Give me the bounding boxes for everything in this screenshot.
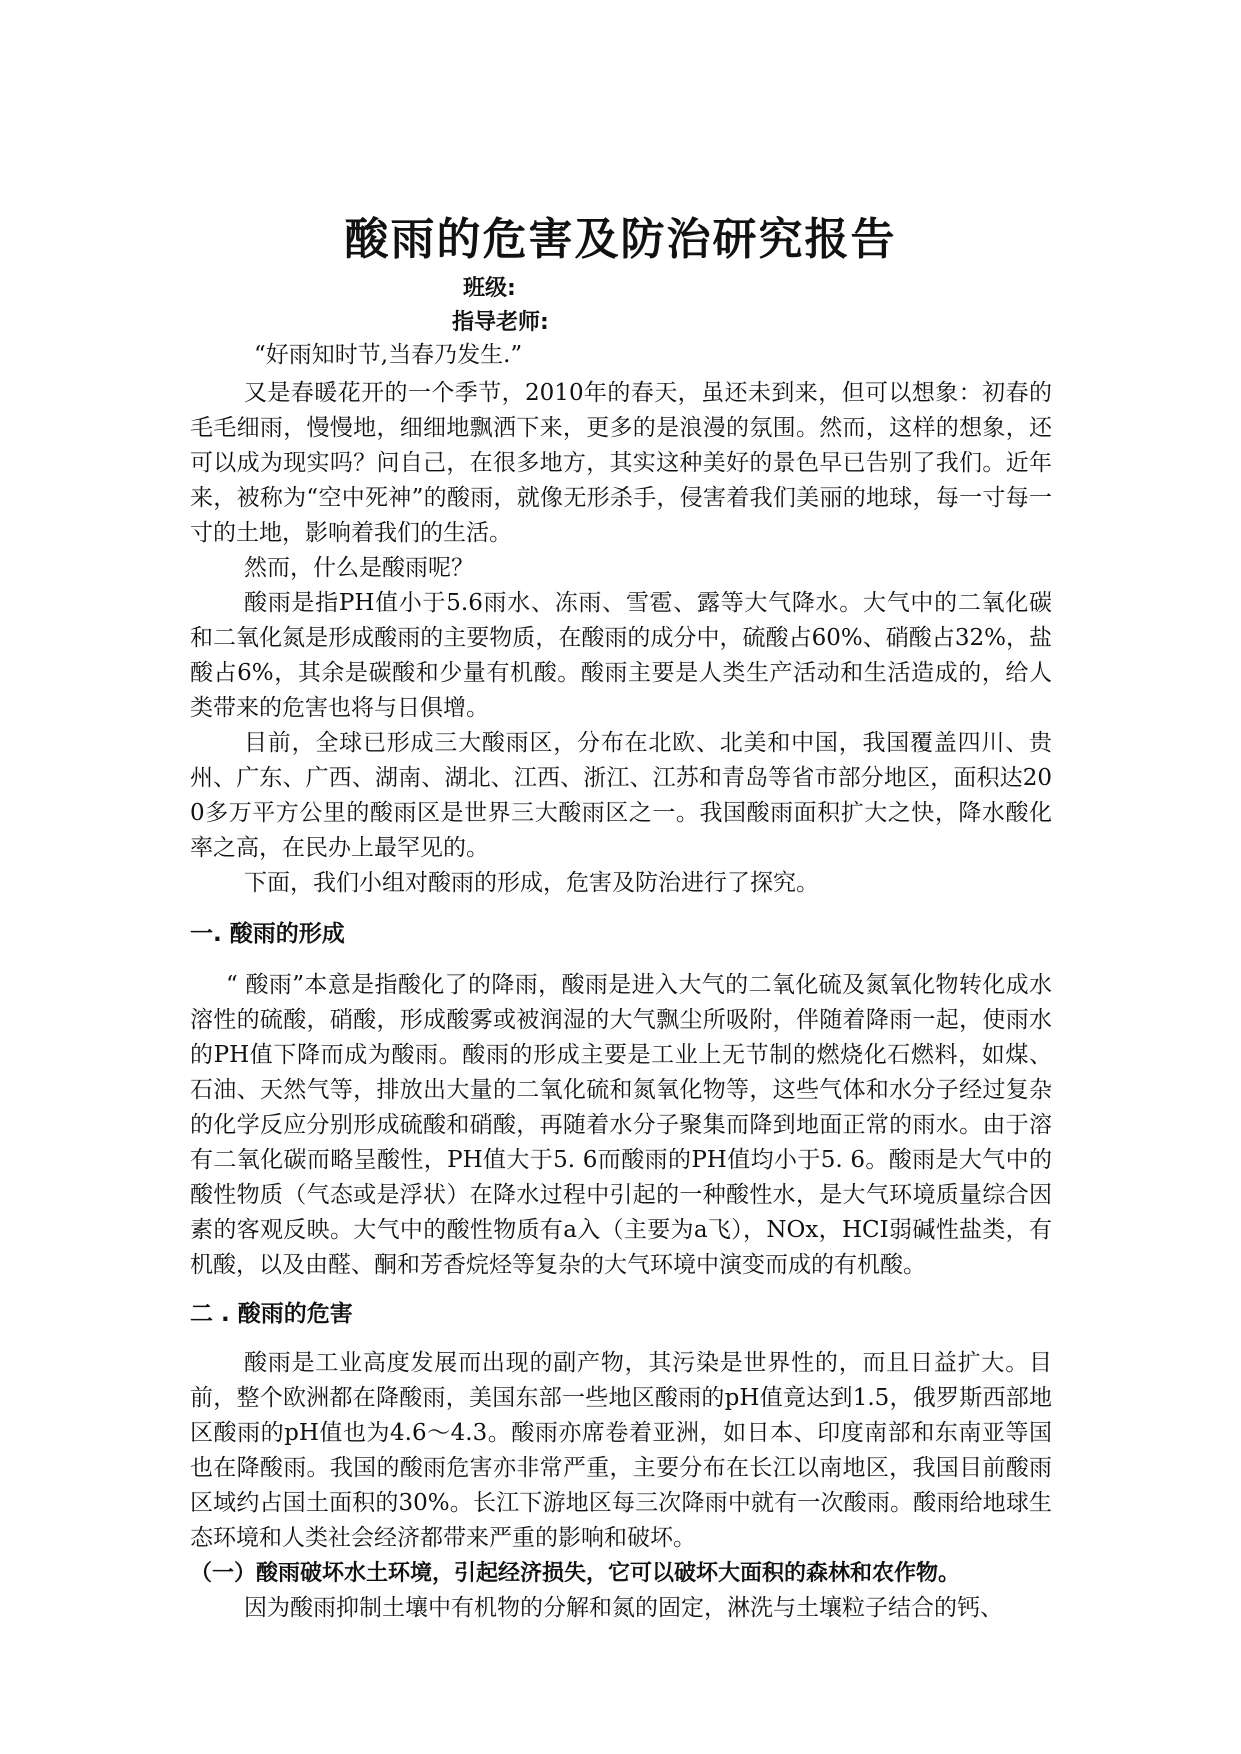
poem-quote: “好雨知时节,当春乃发生.” xyxy=(254,342,523,368)
intro-paragraph: 然而，什么是酸雨呢？ xyxy=(244,555,474,581)
intro-paragraph: 又是春暖花开的一个季节，2010年的春天，虽还未到来，但可以想象：初春的毛毛细雨，慢慢地，细细地飘洒下来，更多的是浪漫的氛围。然而，这样的想象，还可以成为现实吗？问自己，在很多地方，其实这种美好的景色早已告别了我们。近年来，被称为“空中死神”的酸雨，就像无形杀手，侵害着我们美丽的地球，每一寸每一寸的土地，影响着我们的生活。 xyxy=(190,380,1052,546)
subsection-heading: （一）酸雨破坏水土环境，引起经济损失，它可以破坏大面积的森林和农作物。 xyxy=(190,1561,961,1586)
section-heading-formation: 一. 酸雨的形成 xyxy=(190,921,345,947)
intro-paragraph: 下面，我们小组对酸雨的形成，危害及防治进行了探究。 xyxy=(244,870,819,896)
intro-paragraph: 酸雨是指PH值小于5.6雨水、冻雨、雪雹、露等大气降水。大气中的二氧化碳和二氧化氮是形成酸雨的主要物质，在酸雨的成分中，硫酸占60%、硝酸占32%，盐酸占6%，其余是碳酸和少量有机酸。酸雨主要是人类生产活动和生活造成的，给人类带来的危害也将与日俱增。 xyxy=(190,590,1052,721)
document-title: 酸雨的危害及防治研究报告 xyxy=(344,214,897,265)
subsection-paragraph: 因为酸雨抑制土壤中有机物的分解和氮的固定，淋洗与土壤粒子结合的钙、 xyxy=(244,1595,1003,1621)
section-paragraph-formation: “ 酸雨”本意是指酸化了的降雨，酸雨是进入大气的二氧化硫及氮氧化物转化成水溶性的硫酸，硝酸，形成酸雾或被润湿的大气飘尘所吸附，伴随着降雨一起，使雨水的PH值下降而成为酸雨。酸雨的形成主要是工业上无节制的燃烧化石燃料，如煤、石油、天然气等，排放出大量的二氧化硫和氮氧化物等，这些气体和水分子经过复杂的化学反应分别形成硫酸和硝酸，再随着水分子聚集而降到地面正常的雨水。由于溶有二氧化碳而略呈酸性，PH值大于5. 6而酸雨的PH值均小于5. 6。酸雨是大气中的酸性物质（气态或是浮状）在降水过程中引起的一种酸性水，是大气环境质量综合因素的客观反映。大气中的酸性物质有a入（主要为a飞），NOx，HCI弱碱性盐类，有机酸，以及由醛、酮和芳香烷烃等复杂的大气环境中演变而成的有机酸。 xyxy=(190,972,1052,1278)
section-heading-harm: 二 . 酸雨的危害 xyxy=(190,1301,353,1327)
document-body xyxy=(190,340,1052,1626)
section-paragraph-harm: 酸雨是工业高度发展而出现的副产物，其污染是世界性的，而且日益扩大。目前，整个欧洲都在降酸雨，美国东部一些地区酸雨的pH值竟达到1.5，俄罗斯西部地区酸雨的pH值也为4.6～4.3。酸雨亦席卷着亚洲，如日本、印度南部和东南亚等国也在降酸雨。我国的酸雨危害亦非常严重，主要分布在长江以南地区，我国目前酸雨区域约占国土面积的30%。长江下游地区每三次降雨中就有一次酸雨。酸雨给地球生态环境和人类社会经济都带来严重的影响和破坏。 xyxy=(190,1350,1052,1551)
intro-paragraph: 目前，全球已形成三大酸雨区，分布在北欧、北美和中国，我国覆盖四川、贵州、广东、广西、湖南、湖北、江西、浙江、江苏和青岛等省市部分地区，面积达200多万平方公里的酸雨区是世界三大酸雨区之一。我国酸雨面积扩大之快，降水酸化率之高，在民办上最罕见的。 xyxy=(190,730,1052,861)
teacher-label: 指导老师: xyxy=(452,310,549,335)
class-label: 班级: xyxy=(463,276,516,301)
